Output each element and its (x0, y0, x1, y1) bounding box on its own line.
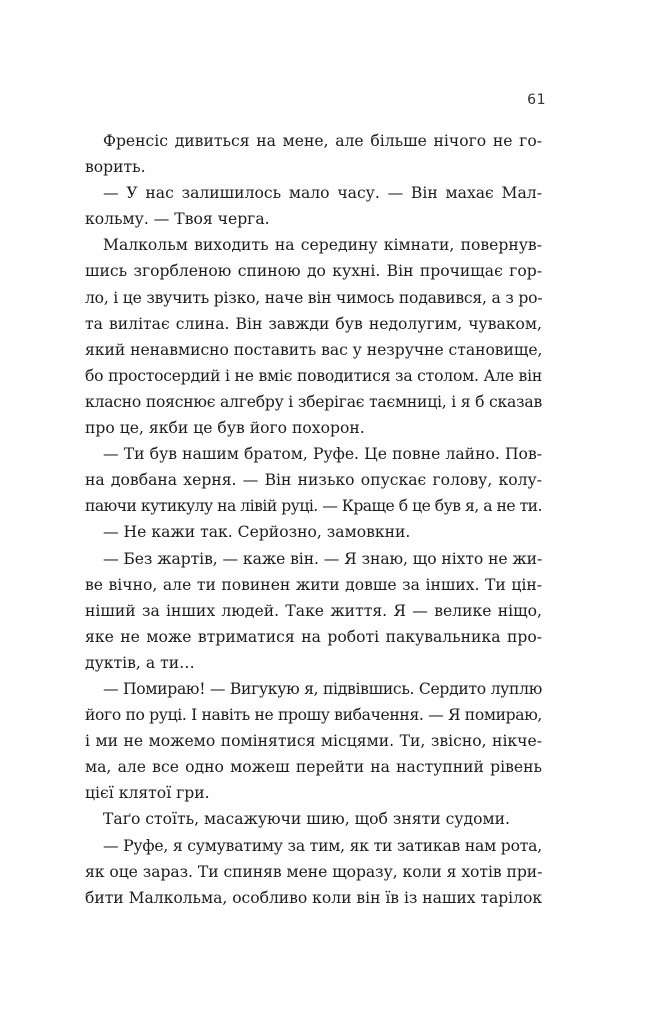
text-line: — Помираю! — Вигукую я, підвівшись. Сердито луплю (103, 679, 542, 698)
text-line: який ненавмисно поставить вас у незручне становище, (85, 340, 543, 359)
text-line: Френсіс дивиться на мене, але більше нічого не го- (103, 132, 542, 150)
text-line: та вилітає слина. Він завжди був недолугим, чуваком, (85, 314, 542, 333)
text-line: як оце зараз. Ти спиняв мене щоразу, коли я хотів при- (85, 862, 543, 881)
text-line: яке не може втриматися на роботі пакувальника про- (85, 627, 542, 646)
page-number: 61 (527, 92, 546, 108)
text-line: бо простосердий і не вміє поводитися за столом. Але він (85, 366, 543, 385)
body-text (85, 128, 542, 911)
text-line: ве вічно, але ти повинен жити довше за інших. Ти цін- (85, 575, 542, 594)
text-line: бити Малкольма, особливо коли він їв із наших тарілок (85, 888, 543, 907)
text-line: — Не кажи так. Серйозно, замовкни. (103, 523, 411, 542)
text-line: — Ти був нашим братом, Руфе. Це повне лайно. Пов- (103, 445, 542, 464)
text-line: Малкольм виходить на середину кімнати, повернув- (103, 236, 542, 255)
text-line: кольму. — Твоя черга. (85, 210, 270, 229)
text-line: дуктів, а ти… (85, 653, 195, 672)
text-line: Таґо стоїть, масажуючи шию, щоб зняти судоми. (103, 810, 510, 829)
text-line: класно пояснює алгебру і зберігає таємниці, і я б сказав (85, 392, 542, 411)
text-line: на довбана херня. — Він низько опускає голову, колу- (85, 471, 542, 490)
text-line: ма, але все одно можеш перейти на наступний рівень (85, 758, 542, 777)
text-line: ворить. (85, 158, 146, 177)
text-line: ніший за інших людей. Таке життя. Я — велике ніщо, (85, 601, 542, 620)
text-line: ло, і це звучить різко, наче він чимось подавився, а з ро- (85, 288, 543, 307)
text-line: його по руці. І навіть не прошу вибачення. — Я помираю, (85, 706, 542, 725)
text-line: — Без жартів, — каже він. — Я знаю, що ніхто не жи- (103, 549, 543, 568)
text-line: шись згорбленою спиною до кухні. Він прочищає гор- (85, 262, 542, 281)
text-line: — Руфе, я сумуватиму за тим, як ти затикав нам рота, (103, 836, 542, 855)
text-line: цієї клятої гри. (85, 784, 210, 803)
text-line: — У нас залишилось мало часу. — Він махає Мал- (103, 184, 542, 203)
text-line: і ми не можемо помінятися місцями. Ти, звісно, нікче- (85, 732, 542, 751)
text-line: паючи кутикулу на лівій руці. — Краще б це був я, а не ти. (85, 497, 542, 516)
text-line: про це, якби це був його похорон. (85, 419, 365, 438)
